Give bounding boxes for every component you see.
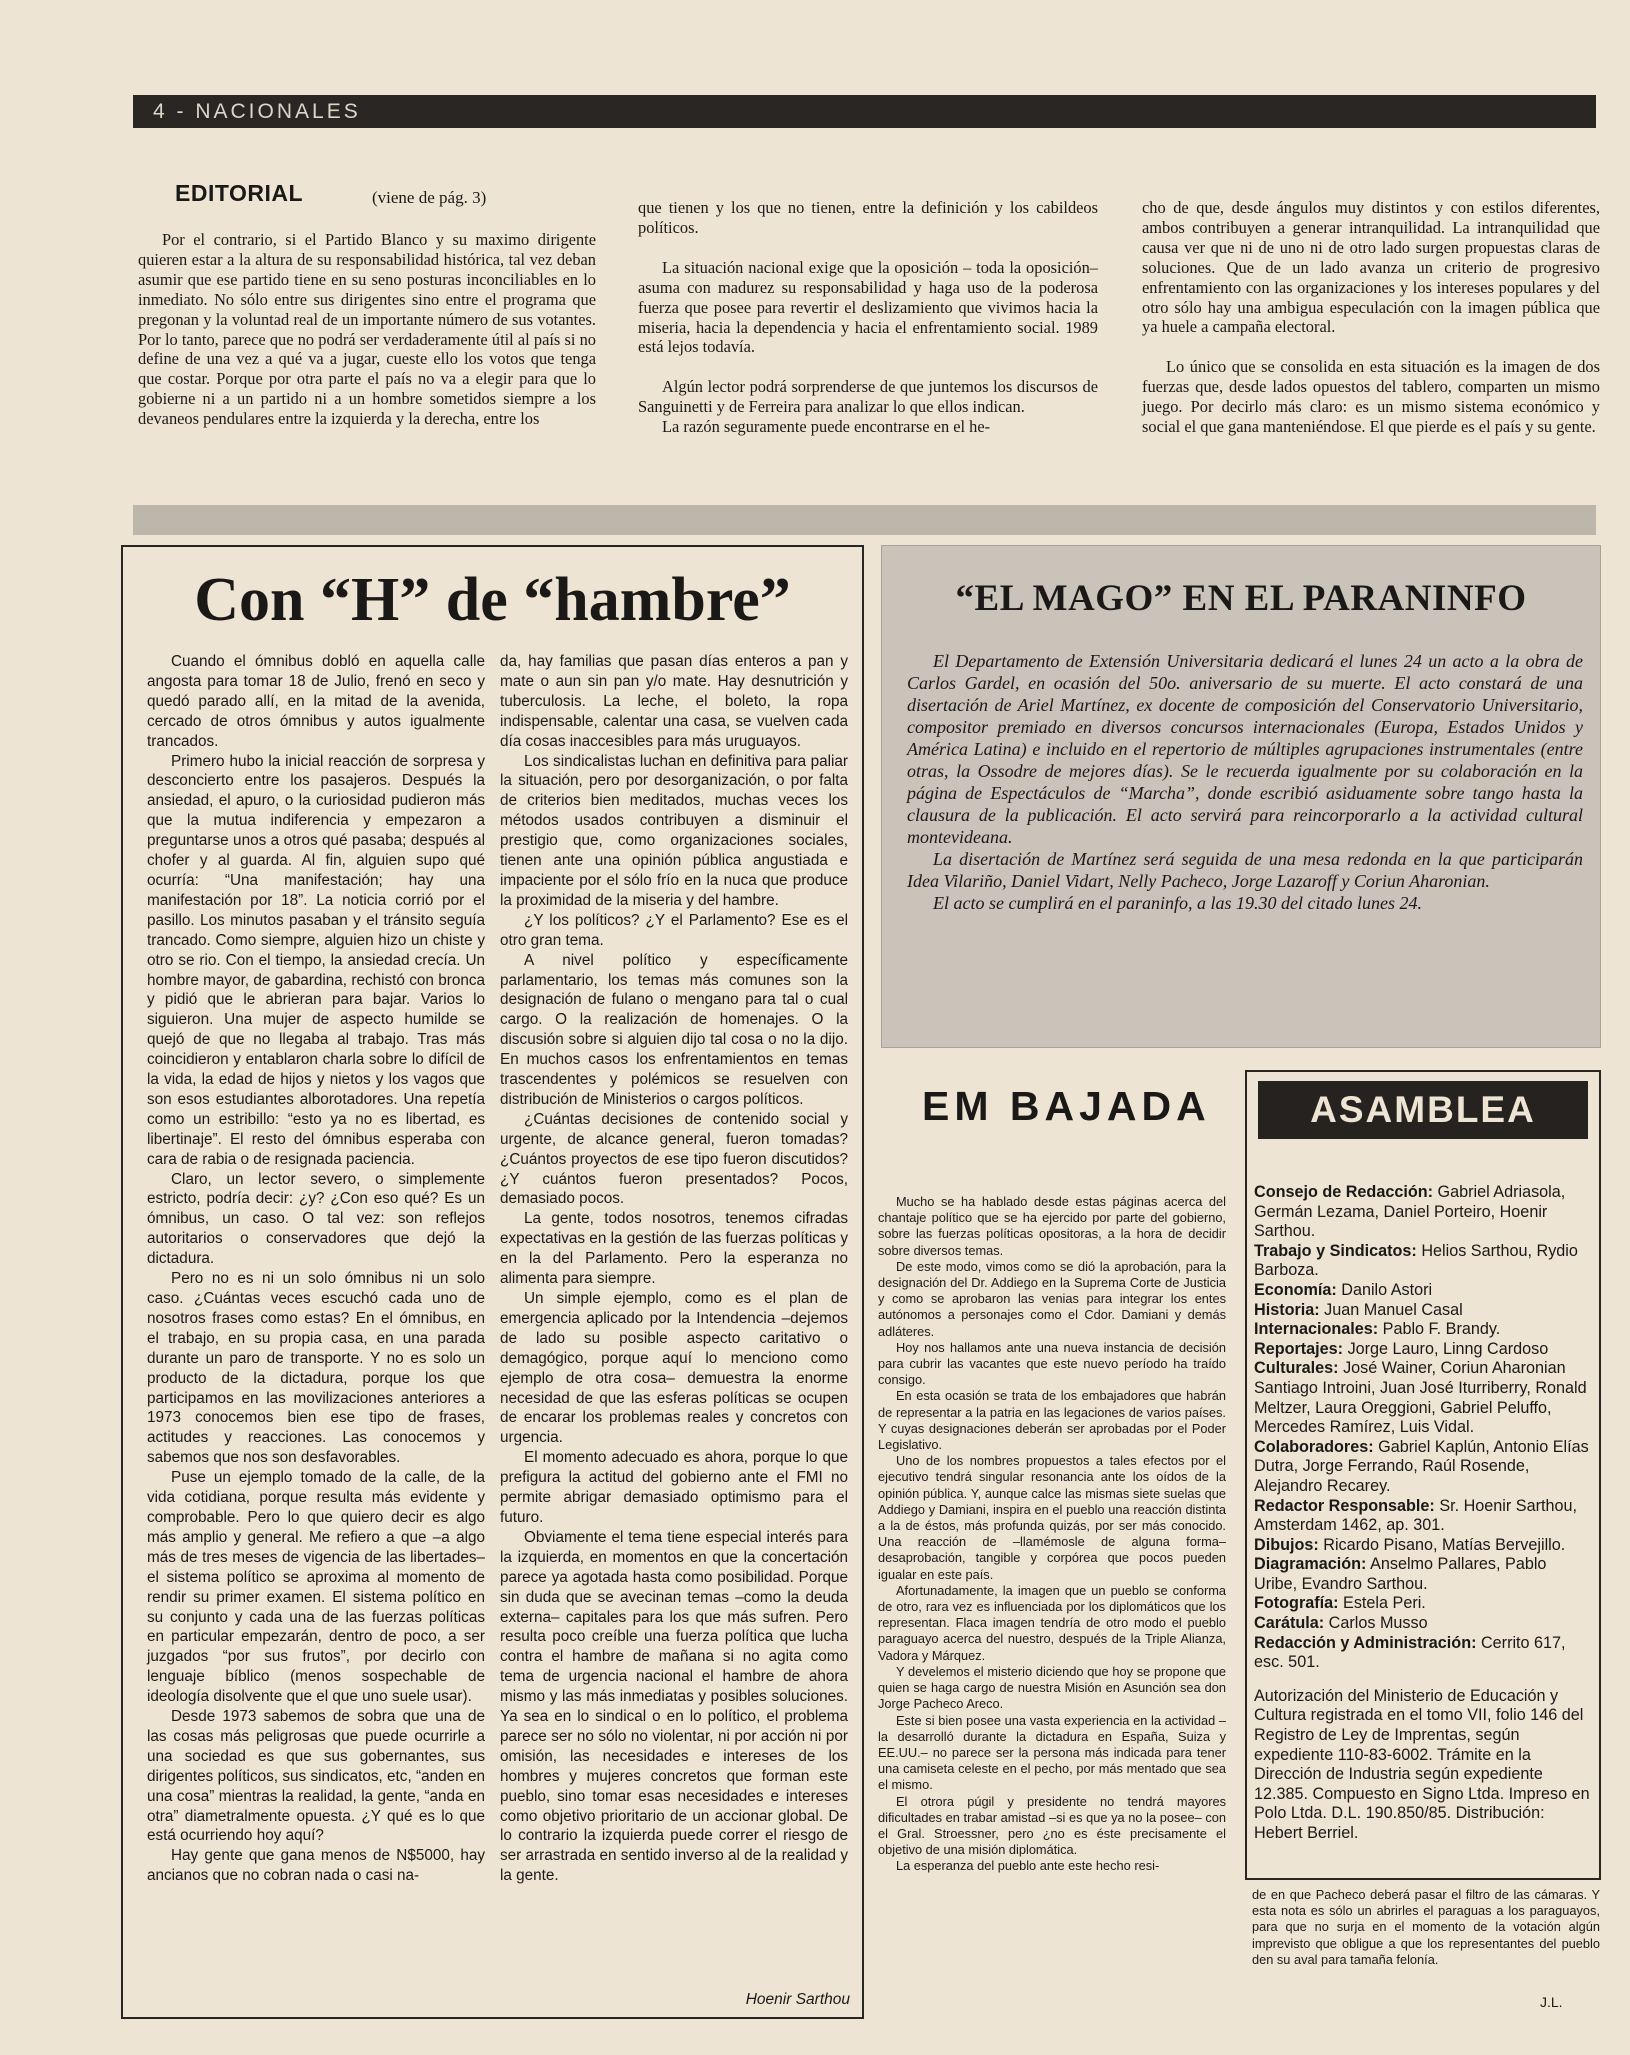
bajada-title: EM BAJADA xyxy=(922,1083,1211,1129)
bajada-body xyxy=(878,1194,1226,1875)
credit-entry: Economía: Danilo Astori xyxy=(1254,1280,1433,1299)
credit-entry: Redactor Responsable: Sr. Hoenir Sarthou, Amsterdam 1462, ap. 301. xyxy=(1254,1496,1577,1535)
bajada-paragraph: En esta ocasión se trata de los embajadores que habrán de representar a la patria en las legaciones de varios países. Y cuyas designaciones deberán ser aprobadas por el Poder Legislativo. xyxy=(878,1388,1226,1453)
mago-paragraph: La disertación de Martínez será seguida de una mesa redonda en la que participarán Idea Vilariño, Daniel Vidart, Nelly Pacheco, Jorge Lazaroff y Coriun Aharonian. xyxy=(907,849,1583,891)
hambre-paragraph: La gente, todos nosotros, tenemos cifradas expectativas en la gestión de las fuerzas políticas y en la del Parlamento. Pero la esperanza no alimenta para siempre. xyxy=(500,1210,848,1288)
bajada-paragraph: Mucho se ha hablado desde estas páginas acerca del chantaje político que se ha ejercido por parte del gobierno, sobre las fuerzas políticas opositoras, a la hora de decidir sobre diversos temas. xyxy=(878,1194,1226,1258)
mago-paragraph: El acto se cumplirá en el paraninfo, a las 19.30 del citado lunes 24. xyxy=(933,893,1422,913)
asamblea-logo: ASAMBLEA xyxy=(1258,1081,1588,1139)
mago-title: “EL MAGO” EN EL PARANINFO xyxy=(955,578,1527,619)
editorial-paragraph: Algún lector podrá sorprenderse de que juntemos los discursos de Sanguinetti y de Ferreira para analizar lo que ellos indican. xyxy=(638,377,1098,417)
credit-entry: Diagramación: Anselmo Pallares, Pablo Uribe, Evandro Sarthou. xyxy=(1254,1555,1547,1593)
editorial-column-3 xyxy=(1142,198,1600,437)
credit-entry: Consejo de Redacción: Gabriel Adriasola, Germán Lezama, Daniel Porteiro, Hoenir Sarthou. xyxy=(1254,1183,1566,1241)
bajada-paragraph: Y develemos el misterio diciendo que hoy se propone que quien se haga cargo de nuestra Misión en Asunción sea don Jorge Pacheco Areco. xyxy=(878,1663,1226,1712)
hambre-paragraph: Puse un ejemplo tomado de la calle, de la vida cotidiana, porque resulta más evidente y comprobable. Pero lo que quiero decir es algo más amplio y general. Me refiero a que –a algo más de tres meses de vigencia de las libertades– el sistema político se aproxima al momento de rendir su primer examen. El sistema político en su conjunto y cada una de las fuerzas políticas en particular empezarán, dentro de poco, a ser juzgados “por sus frutos”, por decirlo con lenguaje bíblico (menos sospechable de ideología disolvente que el que uno suele usar). xyxy=(147,1469,485,1706)
hambre-paragraph: Cuando el ómnibus dobló en aquella calle angosta para tomar 18 de Julio, frenó en seco y quedó parado allí, en la mitad de la avenida, cercado de otros ómnibus y autos igualmente trancados. xyxy=(147,653,485,750)
bajada-paragraph: La esperanza del pueblo ante este hecho resi- xyxy=(896,1858,1160,1874)
credit-entry: Fotografía: Estela Peri. xyxy=(1254,1594,1426,1613)
credit-entry: Colaboradores: Gabriel Kaplún, Antonio Elías Dutra, Jorge Ferrando, Raúl Rosende, Alejandro Recarey. xyxy=(1254,1437,1589,1495)
hambre-paragraph: Obviamente el tema tiene especial interés para la izquierda, en momentos en que la concertación parece ya agotada hasta como posibilidad. Porque sin duda que se avecinan temas –como la deuda externa– capitales para los que más sufren. Pero resulta poco creíble una fuerza política que lucha contra el hambre de mañana si no agita como tema de urgencia nacional el hambre de ahora mismo y las más inmediatas y posibles soluciones. Ya sea en lo sindical o en lo político, el problema parece ser no sólo no violentar, ni por acción ni por omisión, las necesidades e intereses de los hombres y mujeres concretos que forman este pueblo, sino tomar esas necesidades e intereses como objetivo prioritario de un accionar global. De lo contrario la izquierda puede correr el riesgo de ser arrastrada en sentido inverso al de la realidad y la gente. xyxy=(500,1528,848,1885)
credit-entry: Trabajo y Sindicatos: Helios Sarthou, Rydio Barboza. xyxy=(1254,1241,1578,1280)
hambre-paragraph: Claro, un lector severo, o simplemente estricto, podría decir: ¿y? ¿Con eso qué? Es un ómnibus, un caso. O tal vez: son reflejos autoritarios o conservadores que dejó la dictadura. xyxy=(147,1170,485,1268)
bajada-continuation xyxy=(1252,1887,1600,1968)
hambre-paragraph: Pero no es ni un solo ómnibus ni un solo caso. ¿Cuántas veces escuchó cada uno de nosotros frases como estas? En el ómnibus, en el trabajo, en su propia casa, en una parada durante un paro de transporte. Y no es solo un producto de la dictadura, porque los que participamos en las movilizaciones anteriores a 1973 conocemos bien ese tipo de frases, actitudes y reacciones. Las conocemos y sabemos que nos son desfavorables. xyxy=(147,1270,485,1467)
hambre-paragraph: Un simple ejemplo, como es el plan de emergencia aplicado por la Intendencia –dejemos de lado su posible aspecto caritativo o demagógico, porque aquí lo menciono como ejemplo de otra cosa– demuestra la enorme necesidad de que las esferas políticas se ocupen de encarar los problemas reales y concretos con urgencia. xyxy=(500,1290,848,1447)
editorial-paragraph: La razón seguramente puede encontrarse en el he- xyxy=(662,417,991,437)
page-section-label: 4 - NACIONALES xyxy=(153,100,361,123)
mago-body xyxy=(907,650,1583,914)
hambre-column-1 xyxy=(147,652,485,1886)
credit-entry: Dibujos: Ricardo Pisano, Matías Bervejillo. xyxy=(1254,1535,1566,1554)
hambre-paragraph: ¿Y los políticos? ¿Y el Parlamento? Ese es el otro gran tema. xyxy=(500,911,848,949)
hambre-signature: Hoenir Sarthou xyxy=(745,1991,850,2008)
credit-entry: Historia: Juan Manuel Casal xyxy=(1254,1300,1463,1319)
hambre-paragraph: da, hay familias que pasan días enteros a pan y mate o aun sin pan y/o mate. Hay desnutrición y tuberculosis. La leche, el boleto, la ropa indispensable, calentar una casa, se vuelven cada día cosas inaccesibles para más uruguayos. xyxy=(500,653,848,750)
editorial-column-2 xyxy=(638,198,1098,437)
page-header-bar xyxy=(133,95,1596,128)
editorial-note: (viene de pág. 3) xyxy=(372,188,487,207)
credit-entry: Redacción y Administración: Cerrito 617, esc. 501. xyxy=(1254,1633,1566,1672)
asamblea-credits xyxy=(1254,1183,1594,1844)
hambre-paragraph: Primero hubo la inicial reacción de sorpresa y desconcierto entre los pasajeros. Después la ansiedad, el apuro, o la curiosidad pudieron más que la mutua indiferencia y empezaron a preguntarse unos a otros qué pasaba; después al chofer y al guarda. Al fin, alguien supo qué ocurría: “Una manifestación; hay una manifestación por 18”. La noticia corrió por el pasillo. Los minutos pasaban y el tránsito seguía trancado. Como siempre, alguien hizo un chiste y otro se rio. Con el tiempo, la ansiedad crecía. Un hombre mayor, de gabardina, rechistó con bronca y pidió que le abrieran para bajar. Varios lo siguieron. Una mujer de aspecto humilde se quejó de que no llegaba al trabajo. Tras más coincidieron y entablaron charla sobre lo difícil de la vida, la edad de hijos y nietos y los vagos que son esos estudiantes alborotadores. Una repetía como un estribillo: “esto ya no es libertad, es libertinaje”. El resto del ómnibus esperaba con cara de rabia o de resignada paciencia. xyxy=(147,752,485,1168)
editorial-title: EDITORIAL xyxy=(175,180,304,206)
bajada-paragraph: De este modo, vimos como se dió la aprobación, para la designación del Dr. Addiego en la Suprema Corte de Justicia y como se aprobaron las venias para integrar los entes autónomos a personajes como el Cdor. Damiani y demás adláteres. xyxy=(878,1258,1226,1339)
mago-paragraph: El Departamento de Extensión Universitaria dedicará el lunes 24 un acto a la obra de Carlos Gardel, en ocasión del 50o. aniversario de su muerte. El acto constará de una disertación de Ariel Martínez, ex docente de composición del Conservatorio Universitario, compositor premiado en diversos concursos internacionales (Europa, Estados Unidos y América Latina) e incluido en el repertorio de múltiples agrupaciones instrumentales (entre otras, la Ossodre de mejores días). Se le recuerda igualmente por su colaboración en la página de Espectáculos de “Marcha”, donde escribió asiduamente sobre tango hasta la clausura de la publicación. El acto servirá para reincorporarlo a la actividad cultural montevideana. xyxy=(907,651,1583,847)
bajada-paragraph: de en que Pacheco deberá pasar el filtro de las cámaras. Y esta nota es sólo un abrirles el paraguas a los paraguayos, para que no surja en el momento de la votación algún imprevisto que obligue a que los representantes del pueblo den su aval para tamaña felonía. xyxy=(1252,1887,1600,1967)
hambre-column-2 xyxy=(500,652,848,1886)
bajada-paragraph: Uno de los nombres propuestos a tales efectos por el ejecutivo tendrá singular resonancia ante los oídos de la opinión pública. Y, aunque calce las mismas siete suelas que Addiego y Damiani, inspira en el pueblo una reacción distinta a la de éstos, más profunda quizás, por ser más conocido. Una reacción de –llamémosle de alguna forma– desaprobación, tangible y corpórea que pocos pueden igualar en este país. xyxy=(878,1453,1226,1582)
editorial-paragraph: La situación nacional exige que la oposición – toda la oposición– asuma con madurez su responsabilidad y haga uso de la poderosa fuerza que posee para revertir el deslizamiento que vivimos hacia la miseria, hacia la dependencia y hacia el enfrentamiento social. 1989 está lejos todavía. xyxy=(638,257,1098,357)
hambre-paragraph: Desde 1973 sabemos de sobra que una de las cosas más peligrosas que puede ocurrirle a una sociedad es que sus gobernantes, sus dirigentes políticos, sus sindicatos, etc, “anden en una cosa” mientras la realidad, la gente, “anda en otra” diametralmente opuesta. ¿Y qué es lo que está ocurriendo hoy aquí? xyxy=(147,1708,485,1845)
hambre-paragraph: A nivel político y específicamente parlamentario, los temas más comunes son la designación de fulano o mengano para tal o cual cargo. O la realización de homenajes. O la discusión sobre si alguien dijo tal cosa o no la dijo. En muchos casos los enfrentamientos en temas trascendentes y polémicos se resuelven con distribución de Ministerios o cargos políticos. xyxy=(500,951,848,1108)
credit-entry: Internacionales: Pablo F. Brandy. xyxy=(1254,1320,1501,1339)
credit-entry: Carátula: Carlos Musso xyxy=(1254,1614,1428,1633)
editorial-paragraph: Lo único que se consolida en esta situación es la imagen de dos fuerzas que, desde lados opuestos del tablero, comparten un mismo juego. Por decirlo más claro: es un mismo sistema económico y social el que gana manteniéndose. El que pierde es el país y su gente. xyxy=(1142,357,1600,437)
editorial-paragraph: que tienen y los que no tienen, entre la definición y los cabildeos políticos. xyxy=(638,198,1098,237)
hambre-title: Con “H” de “hambre” xyxy=(194,566,791,634)
hambre-paragraph: El momento adecuado es ahora, porque lo que prefigura la actitud del gobierno ante el FMI no permite abrigar demasiado optimismo para el futuro. xyxy=(500,1449,848,1526)
hambre-paragraph: ¿Cuántas decisiones de contenido social y urgente, de alcance general, fueron tomadas? ¿Cuántos proyectos de ese tipo fueron discutidos? ¿Y cuántos fueron presentados? Pocos, demasiado pocos. xyxy=(500,1110,848,1208)
credit-entry: Culturales: José Wainer, Coriun Aharonian Santiago Introini, Juan José Iturriberry, Ronald Meltzer, Laura Oreggioni, Gabriel Peluffo, Mercedes Ramírez, Luis Vidal. xyxy=(1254,1359,1587,1437)
legal-footer: Autorización del Ministerio de Educación y Cultura registrada en el tomo VII, folio 146 del Registro de Ley de Imprentas, según expediente 110-83-6002. Trámite en la Dirección de Industria según expediente 12.385. Compuesto en Signo Ltda. Impreso en Polo Ltda. D.L. 190.850/85. Distribución: Hebert Berriel. xyxy=(1254,1686,1590,1842)
credit-entry: Reportajes: Jorge Lauro, Linng Cardoso xyxy=(1254,1339,1549,1358)
editorial-column-1 xyxy=(138,230,596,429)
bajada-paragraph: El otrora púgil y presidente no tendrá mayores dificultades en trabar amistad –si es que ya no la posee– con el Gral. Stroessner, pero ¿no es éste precisamente el objetivo de una misión diplomática. xyxy=(878,1793,1226,1858)
hambre-paragraph: Hay gente que gana menos de N$5000, hay ancianos que no cobran nada o casi na- xyxy=(147,1847,485,1885)
editorial-paragraph: Por el contrario, si el Partido Blanco y su maximo dirigente quieren estar a la altura de su responsabilidad histórica, tal vez deban asumir que ese partido tiene en su seno posturas inconciliables en lo inmediato. No sólo entre sus dirigentes sino entre el programa que pregonan y la voluntad real de un importante número de sus votantes. Por lo tanto, parece que no podrá ser verdaderamente útil al país si no define de una vez a qué va a jugar, cueste ello los votos que tenga que costar. Porque por otra parte el país no va a elegir para que lo gobierne ni a un partido ni a un hombre sometidos siempre a los devaneos pendulares entre la izquierda y la derecha, entre los xyxy=(138,230,596,429)
bajada-paragraph: Este si bien posee una vasta experiencia en la actividad –la desarrolló durante la dictadura en España, Suiza y EE.UU.– no parece ser la persona más indicada para tener una camiseta celeste en el pecho, por más mentado que sea el mismo. xyxy=(878,1712,1226,1793)
hambre-paragraph: Los sindicalistas luchan en definitiva para paliar la situación, pero por desorganización, o por falta de criterios bien meditados, muchas veces los métodos usados contribuyen a disminuir el prestigio que, como organizaciones sociales, tienen ante una opinión pública angustiada e impaciente por el sólo frío en la nuca que produce la proximidad de la miseria y del hambre. xyxy=(500,752,848,909)
bajada-paragraph: Afortunadamente, la imagen que un pueblo se conforma de otro, rara vez es influenciada por los diplomáticos que los representan. Flaca imagen tendría de otro modo el pueblo paraguayo acerca del nuestro, después de la Triple Alianza, Vadora y Márquez. xyxy=(878,1582,1226,1663)
bajada-paragraph: Hoy nos hallamos ante una nueva instancia de decisión para cubrir las vacantes que este nuevo período ha traído consigo. xyxy=(878,1339,1226,1388)
bajada-signature: J.L. xyxy=(1540,1994,1563,2010)
section-divider-bar xyxy=(133,505,1596,535)
editorial-paragraph: cho de que, desde ángulos muy distintos y con estilos diferentes, ambos contribuyen a generar intranquilidad. La intranquilidad que causa ver que ni de uno ni de otro lado surgen propuestas claras de soluciones. Que de un lado avanza un criterio de progresivo enfrentamiento con las organizaciones y los intereses populares y del otro sólo hay una ambigua especulación con la imagen pública que ya huele a campaña electoral. xyxy=(1142,198,1600,337)
